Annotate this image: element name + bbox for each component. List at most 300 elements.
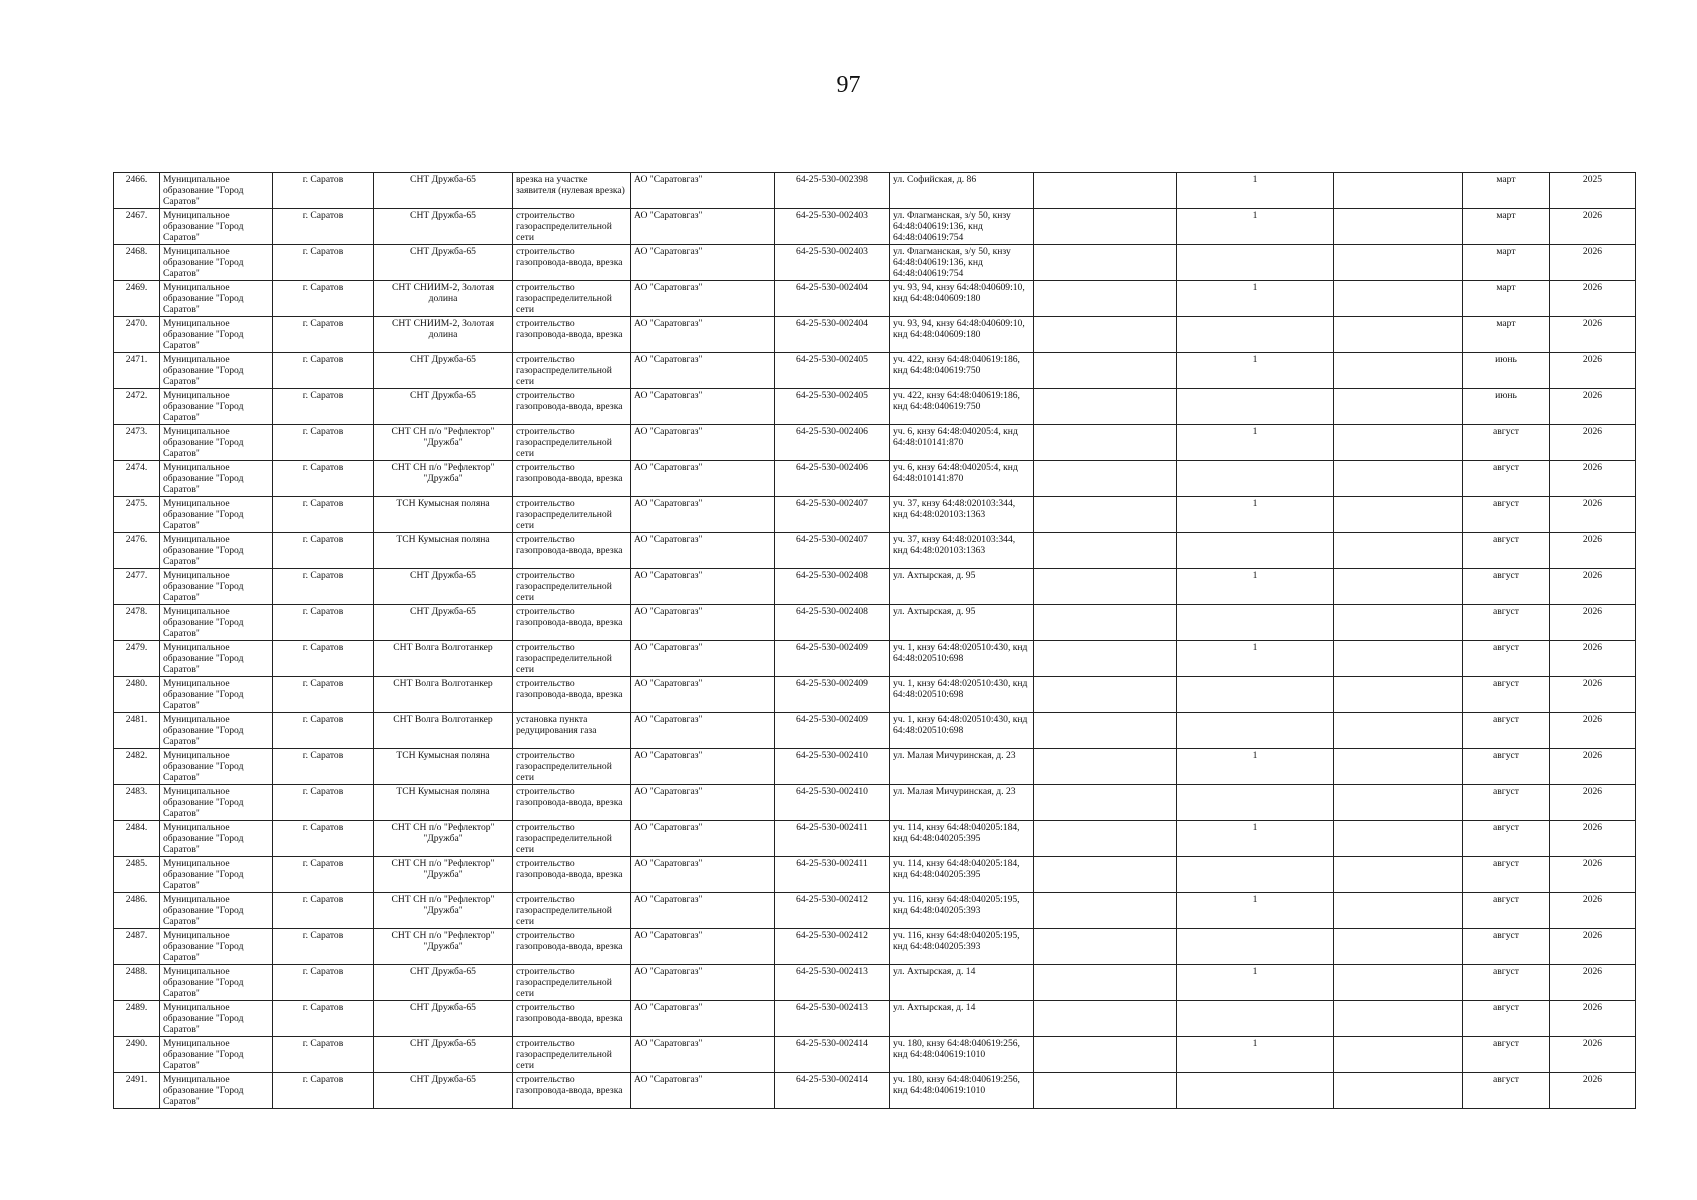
organization-cell: АО "Саратовгаз" — [631, 1073, 775, 1109]
empty-cell — [1034, 569, 1177, 605]
table-row — [114, 821, 1636, 857]
table-row — [114, 461, 1636, 497]
page-number: 97 — [836, 72, 861, 98]
quantity-cell: 1 — [1177, 353, 1334, 389]
month-cell: август — [1463, 677, 1550, 713]
empty-cell — [1034, 785, 1177, 821]
city-cell: г. Саратов — [273, 281, 374, 317]
year-cell: 2026 — [1550, 569, 1636, 605]
object-code-cell: 64-25-530-002409 — [775, 713, 890, 749]
organization-cell: АО "Саратовгаз" — [631, 605, 775, 641]
empty-cell — [1034, 677, 1177, 713]
empty-cell — [1034, 1037, 1177, 1073]
month-cell: август — [1463, 1001, 1550, 1037]
quantity-cell — [1177, 245, 1334, 281]
city-cell: г. Саратов — [273, 893, 374, 929]
empty-cell — [1034, 821, 1177, 857]
address-cell: уч. 180, кнзу 64:48:040619:256, кнд 64:48:040619:1010 — [890, 1073, 1034, 1109]
settlement-cell: СНТ СН п/о "Рефлектор" "Дружба" — [374, 857, 513, 893]
organization-cell: АО "Саратовгаз" — [631, 569, 775, 605]
quantity-cell — [1177, 605, 1334, 641]
address-cell: уч. 422, кнзу 64:48:040619:186, кнд 64:48:040619:750 — [890, 389, 1034, 425]
quantity-cell — [1177, 533, 1334, 569]
row-number-cell: 2475. — [114, 497, 160, 533]
object-code-cell: 64-25-530-002407 — [775, 497, 890, 533]
gasification-register-table — [113, 172, 1636, 1109]
settlement-cell: СНТ Волга Волготанкер — [374, 677, 513, 713]
row-number-cell: 2469. — [114, 281, 160, 317]
month-cell: август — [1463, 533, 1550, 569]
year-cell: 2026 — [1550, 353, 1636, 389]
municipality-cell: Муниципальное образование "Город Саратов" — [160, 497, 273, 533]
row-number-cell: 2482. — [114, 749, 160, 785]
empty-cell — [1034, 857, 1177, 893]
address-cell: уч. 180, кнзу 64:48:040619:256, кнд 64:48:040619:1010 — [890, 1037, 1034, 1073]
object-code-cell: 64-25-530-002404 — [775, 281, 890, 317]
object-code-cell: 64-25-530-002406 — [775, 425, 890, 461]
empty-cell — [1034, 461, 1177, 497]
municipality-cell: Муниципальное образование "Город Саратов" — [160, 713, 273, 749]
empty-cell — [1034, 281, 1177, 317]
municipality-cell: Муниципальное образование "Город Саратов" — [160, 209, 273, 245]
empty-cell — [1334, 641, 1463, 677]
object-code-cell: 64-25-530-002409 — [775, 677, 890, 713]
city-cell: г. Саратов — [273, 209, 374, 245]
empty-cell — [1034, 353, 1177, 389]
table-row — [114, 641, 1636, 677]
row-number-cell: 2481. — [114, 713, 160, 749]
row-number-cell: 2468. — [114, 245, 160, 281]
city-cell: г. Саратов — [273, 749, 374, 785]
work-type-cell: строительство газопровода-ввода, врезка — [513, 929, 631, 965]
year-cell: 2026 — [1550, 857, 1636, 893]
empty-cell — [1334, 317, 1463, 353]
settlement-cell: СНТ Дружба-65 — [374, 173, 513, 209]
quantity-cell: 1 — [1177, 569, 1334, 605]
table-row — [114, 785, 1636, 821]
year-cell: 2026 — [1550, 1001, 1636, 1037]
address-cell: уч. 93, 94, кнзу 64:48:040609:10, кнд 64:48:040609:180 — [890, 281, 1034, 317]
empty-cell — [1334, 929, 1463, 965]
empty-cell — [1334, 281, 1463, 317]
organization-cell: АО "Саратовгаз" — [631, 893, 775, 929]
organization-cell: АО "Саратовгаз" — [631, 497, 775, 533]
year-cell: 2026 — [1550, 1073, 1636, 1109]
settlement-cell: СНТ Дружба-65 — [374, 353, 513, 389]
municipality-cell: Муниципальное образование "Город Саратов" — [160, 1037, 273, 1073]
quantity-cell — [1177, 713, 1334, 749]
month-cell: август — [1463, 569, 1550, 605]
empty-cell — [1034, 641, 1177, 677]
work-type-cell: строительство газораспределительной сети — [513, 641, 631, 677]
address-cell: уч. 114, кнзу 64:48:040205:184, кнд 64:48:040205:395 — [890, 857, 1034, 893]
object-code-cell: 64-25-530-002410 — [775, 749, 890, 785]
table-row — [114, 245, 1636, 281]
work-type-cell: строительство газопровода-ввода, врезка — [513, 785, 631, 821]
quantity-cell — [1177, 461, 1334, 497]
settlement-cell: ТСН Кумысная поляна — [374, 533, 513, 569]
work-type-cell: строительство газопровода-ввода, врезка — [513, 677, 631, 713]
month-cell: август — [1463, 641, 1550, 677]
empty-cell — [1034, 929, 1177, 965]
work-type-cell: строительство газопровода-ввода, врезка — [513, 857, 631, 893]
month-cell: август — [1463, 965, 1550, 1001]
quantity-cell — [1177, 677, 1334, 713]
object-code-cell: 64-25-530-002414 — [775, 1073, 890, 1109]
empty-cell — [1034, 1001, 1177, 1037]
table-row — [114, 1037, 1636, 1073]
object-code-cell: 64-25-530-002413 — [775, 965, 890, 1001]
city-cell: г. Саратов — [273, 497, 374, 533]
month-cell: август — [1463, 1037, 1550, 1073]
table-row — [114, 605, 1636, 641]
object-code-cell: 64-25-530-002403 — [775, 209, 890, 245]
municipality-cell: Муниципальное образование "Город Саратов" — [160, 821, 273, 857]
organization-cell: АО "Саратовгаз" — [631, 785, 775, 821]
row-number-cell: 2474. — [114, 461, 160, 497]
settlement-cell: СНТ Дружба-65 — [374, 605, 513, 641]
month-cell: март — [1463, 245, 1550, 281]
municipality-cell: Муниципальное образование "Город Саратов" — [160, 785, 273, 821]
work-type-cell: строительство газораспределительной сети — [513, 569, 631, 605]
municipality-cell: Муниципальное образование "Город Саратов" — [160, 389, 273, 425]
quantity-cell: 1 — [1177, 173, 1334, 209]
row-number-cell: 2470. — [114, 317, 160, 353]
year-cell: 2026 — [1550, 245, 1636, 281]
work-type-cell: строительство газопровода-ввода, врезка — [513, 317, 631, 353]
row-number-cell: 2473. — [114, 425, 160, 461]
settlement-cell: СНТ Волга Волготанкер — [374, 641, 513, 677]
year-cell: 2026 — [1550, 641, 1636, 677]
organization-cell: АО "Саратовгаз" — [631, 965, 775, 1001]
object-code-cell: 64-25-530-002404 — [775, 317, 890, 353]
organization-cell: АО "Саратовгаз" — [631, 821, 775, 857]
object-code-cell: 64-25-530-002413 — [775, 1001, 890, 1037]
address-cell: уч. 93, 94, кнзу 64:48:040609:10, кнд 64:48:040609:180 — [890, 317, 1034, 353]
month-cell: август — [1463, 785, 1550, 821]
municipality-cell: Муниципальное образование "Город Саратов" — [160, 1073, 273, 1109]
city-cell: г. Саратов — [273, 317, 374, 353]
settlement-cell: ТСН Кумысная поляна — [374, 785, 513, 821]
city-cell: г. Саратов — [273, 245, 374, 281]
month-cell: март — [1463, 209, 1550, 245]
object-code-cell: 64-25-530-002406 — [775, 461, 890, 497]
object-code-cell: 64-25-530-002403 — [775, 245, 890, 281]
year-cell: 2026 — [1550, 713, 1636, 749]
quantity-cell — [1177, 857, 1334, 893]
quantity-cell — [1177, 1073, 1334, 1109]
quantity-cell: 1 — [1177, 893, 1334, 929]
table-row — [114, 713, 1636, 749]
empty-cell — [1334, 893, 1463, 929]
empty-cell — [1334, 389, 1463, 425]
city-cell: г. Саратов — [273, 533, 374, 569]
object-code-cell: 64-25-530-002410 — [775, 785, 890, 821]
year-cell: 2026 — [1550, 965, 1636, 1001]
work-type-cell: строительство газораспределительной сети — [513, 281, 631, 317]
object-code-cell: 64-25-530-002414 — [775, 1037, 890, 1073]
work-type-cell: строительство газопровода-ввода, врезка — [513, 605, 631, 641]
work-type-cell: строительство газораспределительной сети — [513, 1037, 631, 1073]
settlement-cell: СНТ СН п/о "Рефлектор" "Дружба" — [374, 929, 513, 965]
settlement-cell: СНТ Дружба-65 — [374, 245, 513, 281]
empty-cell — [1334, 425, 1463, 461]
municipality-cell: Муниципальное образование "Город Саратов" — [160, 317, 273, 353]
settlement-cell: СНТ СН п/о "Рефлектор" "Дружба" — [374, 461, 513, 497]
organization-cell: АО "Саратовгаз" — [631, 209, 775, 245]
settlement-cell: СНТ СН п/о "Рефлектор" "Дружба" — [374, 821, 513, 857]
year-cell: 2025 — [1550, 173, 1636, 209]
organization-cell: АО "Саратовгаз" — [631, 317, 775, 353]
organization-cell: АО "Саратовгаз" — [631, 677, 775, 713]
settlement-cell: СНТ Дружба-65 — [374, 389, 513, 425]
row-number-cell: 2472. — [114, 389, 160, 425]
empty-cell — [1034, 749, 1177, 785]
city-cell: г. Саратов — [273, 461, 374, 497]
month-cell: август — [1463, 497, 1550, 533]
empty-cell — [1334, 605, 1463, 641]
month-cell: август — [1463, 929, 1550, 965]
object-code-cell: 64-25-530-002412 — [775, 929, 890, 965]
municipality-cell: Муниципальное образование "Город Саратов" — [160, 569, 273, 605]
object-code-cell: 64-25-530-002408 — [775, 569, 890, 605]
table-row — [114, 425, 1636, 461]
municipality-cell: Муниципальное образование "Город Саратов" — [160, 173, 273, 209]
object-code-cell: 64-25-530-002398 — [775, 173, 890, 209]
municipality-cell: Муниципальное образование "Город Саратов" — [160, 425, 273, 461]
municipality-cell: Муниципальное образование "Город Саратов" — [160, 1001, 273, 1037]
municipality-cell: Муниципальное образование "Город Саратов" — [160, 245, 273, 281]
municipality-cell: Муниципальное образование "Город Саратов" — [160, 605, 273, 641]
year-cell: 2026 — [1550, 281, 1636, 317]
organization-cell: АО "Саратовгаз" — [631, 353, 775, 389]
organization-cell: АО "Саратовгаз" — [631, 1037, 775, 1073]
object-code-cell: 64-25-530-002411 — [775, 857, 890, 893]
work-type-cell: строительство газопровода-ввода, врезка — [513, 389, 631, 425]
address-cell: ул. Ахтырская, д. 14 — [890, 1001, 1034, 1037]
row-number-cell: 2488. — [114, 965, 160, 1001]
empty-cell — [1334, 353, 1463, 389]
city-cell: г. Саратов — [273, 785, 374, 821]
municipality-cell: Муниципальное образование "Город Саратов" — [160, 281, 273, 317]
table-row — [114, 389, 1636, 425]
organization-cell: АО "Саратовгаз" — [631, 533, 775, 569]
table-row — [114, 173, 1636, 209]
row-number-cell: 2487. — [114, 929, 160, 965]
address-cell: ул. Ахтырская, д. 95 — [890, 569, 1034, 605]
city-cell: г. Саратов — [273, 173, 374, 209]
year-cell: 2026 — [1550, 497, 1636, 533]
address-cell: уч. 116, кнзу 64:48:040205:195, кнд 64:48:040205:393 — [890, 929, 1034, 965]
empty-cell — [1334, 209, 1463, 245]
municipality-cell: Муниципальное образование "Город Саратов" — [160, 677, 273, 713]
year-cell: 2026 — [1550, 677, 1636, 713]
address-cell: ул. Малая Мичуринская, д. 23 — [890, 785, 1034, 821]
address-cell: уч. 1, кнзу 64:48:020510:430, кнд 64:48:020510:698 — [890, 713, 1034, 749]
table-row — [114, 929, 1636, 965]
table-row — [114, 1001, 1636, 1037]
row-number-cell: 2477. — [114, 569, 160, 605]
quantity-cell: 1 — [1177, 425, 1334, 461]
month-cell: август — [1463, 893, 1550, 929]
quantity-cell: 1 — [1177, 821, 1334, 857]
empty-cell — [1034, 245, 1177, 281]
municipality-cell: Муниципальное образование "Город Саратов" — [160, 461, 273, 497]
address-cell: уч. 37, кнзу 64:48:020103:344, кнд 64:48:020103:1363 — [890, 533, 1034, 569]
object-code-cell: 64-25-530-002405 — [775, 389, 890, 425]
year-cell: 2026 — [1550, 209, 1636, 245]
address-cell: уч. 1, кнзу 64:48:020510:430, кнд 64:48:020510:698 — [890, 641, 1034, 677]
empty-cell — [1034, 1073, 1177, 1109]
organization-cell: АО "Саратовгаз" — [631, 461, 775, 497]
quantity-cell: 1 — [1177, 1037, 1334, 1073]
address-cell: ул. Ахтырская, д. 95 — [890, 605, 1034, 641]
empty-cell — [1334, 533, 1463, 569]
month-cell: август — [1463, 461, 1550, 497]
month-cell: март — [1463, 173, 1550, 209]
organization-cell: АО "Саратовгаз" — [631, 857, 775, 893]
empty-cell — [1034, 209, 1177, 245]
empty-cell — [1034, 893, 1177, 929]
table-row — [114, 965, 1636, 1001]
empty-cell — [1034, 173, 1177, 209]
city-cell: г. Саратов — [273, 929, 374, 965]
settlement-cell: СНТ Волга Волготанкер — [374, 713, 513, 749]
settlement-cell: СНТ Дружба-65 — [374, 209, 513, 245]
quantity-cell — [1177, 1001, 1334, 1037]
month-cell: июнь — [1463, 353, 1550, 389]
register-body — [114, 173, 1636, 1109]
empty-cell — [1334, 965, 1463, 1001]
empty-cell — [1334, 785, 1463, 821]
empty-cell — [1034, 533, 1177, 569]
table-row — [114, 569, 1636, 605]
settlement-cell: СНТ Дружба-65 — [374, 1001, 513, 1037]
month-cell: август — [1463, 605, 1550, 641]
table-row — [114, 497, 1636, 533]
settlement-cell: ТСН Кумысная поляна — [374, 497, 513, 533]
work-type-cell: строительство газопровода-ввода, врезка — [513, 533, 631, 569]
year-cell: 2026 — [1550, 929, 1636, 965]
quantity-cell: 1 — [1177, 749, 1334, 785]
work-type-cell: строительство газораспределительной сети — [513, 209, 631, 245]
address-cell: уч. 37, кнзу 64:48:020103:344, кнд 64:48:020103:1363 — [890, 497, 1034, 533]
empty-cell — [1034, 605, 1177, 641]
work-type-cell: установка пункта редуцирования газа — [513, 713, 631, 749]
city-cell: г. Саратов — [273, 965, 374, 1001]
city-cell: г. Саратов — [273, 713, 374, 749]
month-cell: август — [1463, 425, 1550, 461]
empty-cell — [1334, 749, 1463, 785]
table-row — [114, 893, 1636, 929]
table-row — [114, 317, 1636, 353]
work-type-cell: строительство газораспределительной сети — [513, 965, 631, 1001]
municipality-cell: Муниципальное образование "Город Саратов" — [160, 533, 273, 569]
empty-cell — [1334, 1037, 1463, 1073]
empty-cell — [1334, 497, 1463, 533]
quantity-cell: 1 — [1177, 281, 1334, 317]
address-cell: уч. 6, кнзу 64:48:040205:4, кнд 64:48:010141:870 — [890, 425, 1034, 461]
organization-cell: АО "Саратовгаз" — [631, 281, 775, 317]
year-cell: 2026 — [1550, 749, 1636, 785]
year-cell: 2026 — [1550, 317, 1636, 353]
empty-cell — [1334, 857, 1463, 893]
row-number-cell: 2489. — [114, 1001, 160, 1037]
month-cell: август — [1463, 713, 1550, 749]
row-number-cell: 2478. — [114, 605, 160, 641]
quantity-cell: 1 — [1177, 965, 1334, 1001]
year-cell: 2026 — [1550, 1037, 1636, 1073]
year-cell: 2026 — [1550, 425, 1636, 461]
table-row — [114, 533, 1636, 569]
empty-cell — [1034, 965, 1177, 1001]
empty-cell — [1334, 245, 1463, 281]
row-number-cell: 2483. — [114, 785, 160, 821]
table-row — [114, 281, 1636, 317]
month-cell: август — [1463, 857, 1550, 893]
empty-cell — [1034, 713, 1177, 749]
organization-cell: АО "Саратовгаз" — [631, 389, 775, 425]
row-number-cell: 2467. — [114, 209, 160, 245]
settlement-cell: СНТ Дружба-65 — [374, 1037, 513, 1073]
city-cell: г. Саратов — [273, 425, 374, 461]
empty-cell — [1034, 317, 1177, 353]
empty-cell — [1334, 461, 1463, 497]
settlement-cell: СНТ Дружба-65 — [374, 1073, 513, 1109]
object-code-cell: 64-25-530-002405 — [775, 353, 890, 389]
organization-cell: АО "Саратовгаз" — [631, 173, 775, 209]
month-cell: июнь — [1463, 389, 1550, 425]
empty-cell — [1334, 1073, 1463, 1109]
work-type-cell: строительство газораспределительной сети — [513, 425, 631, 461]
settlement-cell: СНТ СНИИМ-2, Золотая долина — [374, 281, 513, 317]
month-cell: август — [1463, 1073, 1550, 1109]
address-cell: ул. Флагманская, з/у 50, кнзу 64:48:040619:136, кнд 64:48:040619:754 — [890, 245, 1034, 281]
city-cell: г. Саратов — [273, 857, 374, 893]
row-number-cell: 2490. — [114, 1037, 160, 1073]
city-cell: г. Саратов — [273, 353, 374, 389]
row-number-cell: 2476. — [114, 533, 160, 569]
address-cell: уч. 114, кнзу 64:48:040205:184, кнд 64:48:040205:395 — [890, 821, 1034, 857]
city-cell: г. Саратов — [273, 677, 374, 713]
address-cell: уч. 1, кнзу 64:48:020510:430, кнд 64:48:020510:698 — [890, 677, 1034, 713]
organization-cell: АО "Саратовгаз" — [631, 749, 775, 785]
month-cell: август — [1463, 749, 1550, 785]
city-cell: г. Саратов — [273, 641, 374, 677]
year-cell: 2026 — [1550, 389, 1636, 425]
settlement-cell: СНТ Дружба-65 — [374, 965, 513, 1001]
work-type-cell: строительство газопровода-ввода, врезка — [513, 461, 631, 497]
row-number-cell: 2485. — [114, 857, 160, 893]
organization-cell: АО "Саратовгаз" — [631, 929, 775, 965]
row-number-cell: 2486. — [114, 893, 160, 929]
year-cell: 2026 — [1550, 785, 1636, 821]
year-cell: 2026 — [1550, 605, 1636, 641]
settlement-cell: СНТ СНИИМ-2, Золотая долина — [374, 317, 513, 353]
work-type-cell: строительство газораспределительной сети — [513, 497, 631, 533]
month-cell: март — [1463, 317, 1550, 353]
settlement-cell: СНТ СН п/о "Рефлектор" "Дружба" — [374, 893, 513, 929]
quantity-cell — [1177, 929, 1334, 965]
address-cell: ул. Флагманская, з/у 50, кнзу 64:48:040619:136, кнд 64:48:040619:754 — [890, 209, 1034, 245]
municipality-cell: Муниципальное образование "Город Саратов" — [160, 857, 273, 893]
row-number-cell: 2491. — [114, 1073, 160, 1109]
work-type-cell: врезка на участке заявителя (нулевая врезка) — [513, 173, 631, 209]
settlement-cell: СНТ Дружба-65 — [374, 569, 513, 605]
year-cell: 2026 — [1550, 893, 1636, 929]
organization-cell: АО "Саратовгаз" — [631, 713, 775, 749]
municipality-cell: Муниципальное образование "Город Саратов" — [160, 353, 273, 389]
